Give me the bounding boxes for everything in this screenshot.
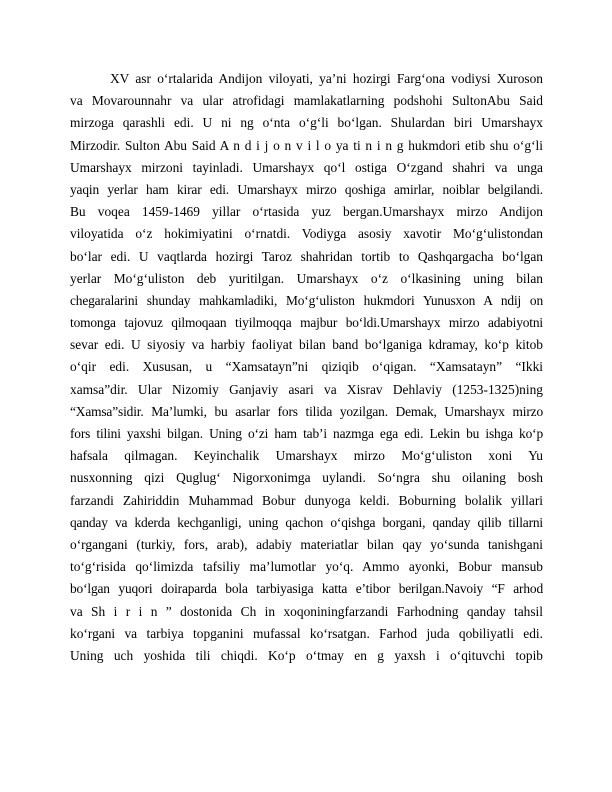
paragraph-line: Mirzodir. Sulton Abu Said A n d i j o n v i l o ya ti n i n g hukmdori etib shu o‘g‘li (70, 137, 543, 153)
paragraph-line: sevar edi. U siyosiy va harbiy faoliyat bilan band bo‘lganiga kdramay, ko‘p kitob (70, 337, 543, 353)
paragraph-line: XV asr o‘rtalarida Andijon viloyati, ya’ni hozirgi Farg‘ona vodiysi Xuroson (110, 71, 543, 86)
paragraph-line: bo‘lgan yuqori doiraparda bola tarbiyasiga katta e’tibor berilgan.Navoiy “F arhod (70, 581, 543, 597)
paragraph-line: va Sh i r i n ” dostonida Ch in xoqoniningfarzandi Farhodning qanday tahsil (70, 603, 543, 619)
paragraph-line: Umarshayx mirzoni tayinladi. Umarshayx qo‘l ostiga O‘zgand shahri va unga (70, 159, 543, 175)
paragraph-line: ko‘rgani va tarbiya topganini mufassal ko‘rsatgan. Farhod juda qobiliyatli edi. (70, 625, 543, 641)
paragraph-line: nusxonning qizi Quglug‘ Nigorxonimga uylandi. So‘ngra shu oilaning bosh (70, 470, 543, 486)
document-page (70, 68, 543, 667)
paragraph-line: qanday va kderda kechganligi, uning qachon o‘qishga borgani, qanday qilib tillarni (70, 514, 543, 530)
paragraph-line: xamsa”dir. Ular Nizomiy Ganjaviy asari va Xisrav Dehlaviy (1253-1325)ning (70, 381, 543, 397)
paragraph-line: fors tilini yaxshi bilgan. Uning o‘zi ham tab’i nazmga ega edi. Lekin bu ishga ko‘p (70, 426, 543, 441)
paragraph-line: hafsala qilmagan. Keyinchalik Umarshayx mirzo Mo‘g‘uliston xoni Yu (70, 448, 543, 464)
paragraph-line: tomonga tajovuz qilmoqaan tiyilmoqqa majbur bo‘ldi.Umarshayx mirzo adabiyotni (70, 315, 543, 331)
paragraph-line: mirzoga qarashli edi. U ni ng o‘nta o‘g‘li bo‘lgan. Shulardan biri Umarshayx (70, 115, 543, 131)
paragraph-line: farzandi Zahiriddin Muhammad Bobur dunyoga keldi. Boburning bolalik yillari (70, 492, 543, 508)
paragraph-line: bo‘lar edi. U vaqtlarda hozirgi Taroz shahridan tortib to Qashqargacha bo‘lgan (70, 248, 543, 264)
paragraph-line: Bu voqea 1459-1469 yillar o‘rtasida yuz bergan.Umarshayx mirzo Andijon (70, 204, 543, 220)
paragraph-line: Uning uch yoshida tili chiqdi. Ko‘p o‘tmay en g yaxsh i o‘qituvchi topib (70, 647, 543, 663)
paragraph-line: yaqin yerlar ham kirar edi. Umarshayx mirzo qoshiga amirlar, noiblar belgilandi. (70, 181, 543, 197)
paragraph-line: yerlar Mo‘g‘uliston deb yuritilgan. Umarshayx o‘z o‘lkasining uning bilan (70, 270, 543, 286)
paragraph-line: chegaralarini shunday mahkamladiki, Mo‘g‘uliston hukmdori Yunusxon A ndij on (70, 292, 543, 308)
paragraph-line: o‘qir edi. Xususan, u “Xamsatayn”ni qiziqib o‘qigan. “Xamsatayn” “Ikki (70, 359, 543, 375)
paragraph-line: “Xamsa”sidir. Ma’lumki, bu asarlar fors tilida yozilgan. Demak, Umarshayx mirzo (70, 403, 543, 419)
paragraph-line: to‘g‘risida qo‘limizda tafsiliy ma’lumotlar yo‘q. Ammo ayonki, Bobur mansub (70, 559, 543, 575)
paragraph-line: va Movarounnahr va ular atrofidagi mamlakatlarning podshohi SultonAbu Said (70, 93, 543, 109)
paragraph-line: o‘rgangani (turkiy, fors, arab), adabiy materiatlar bilan qay yo‘sunda tanishgani (70, 536, 543, 552)
paragraph-line: viloyatida o‘z hokimiyatini o‘rnatdi. Vodiyga asosiy xavotir Mo‘g‘ulistondan (70, 226, 543, 242)
